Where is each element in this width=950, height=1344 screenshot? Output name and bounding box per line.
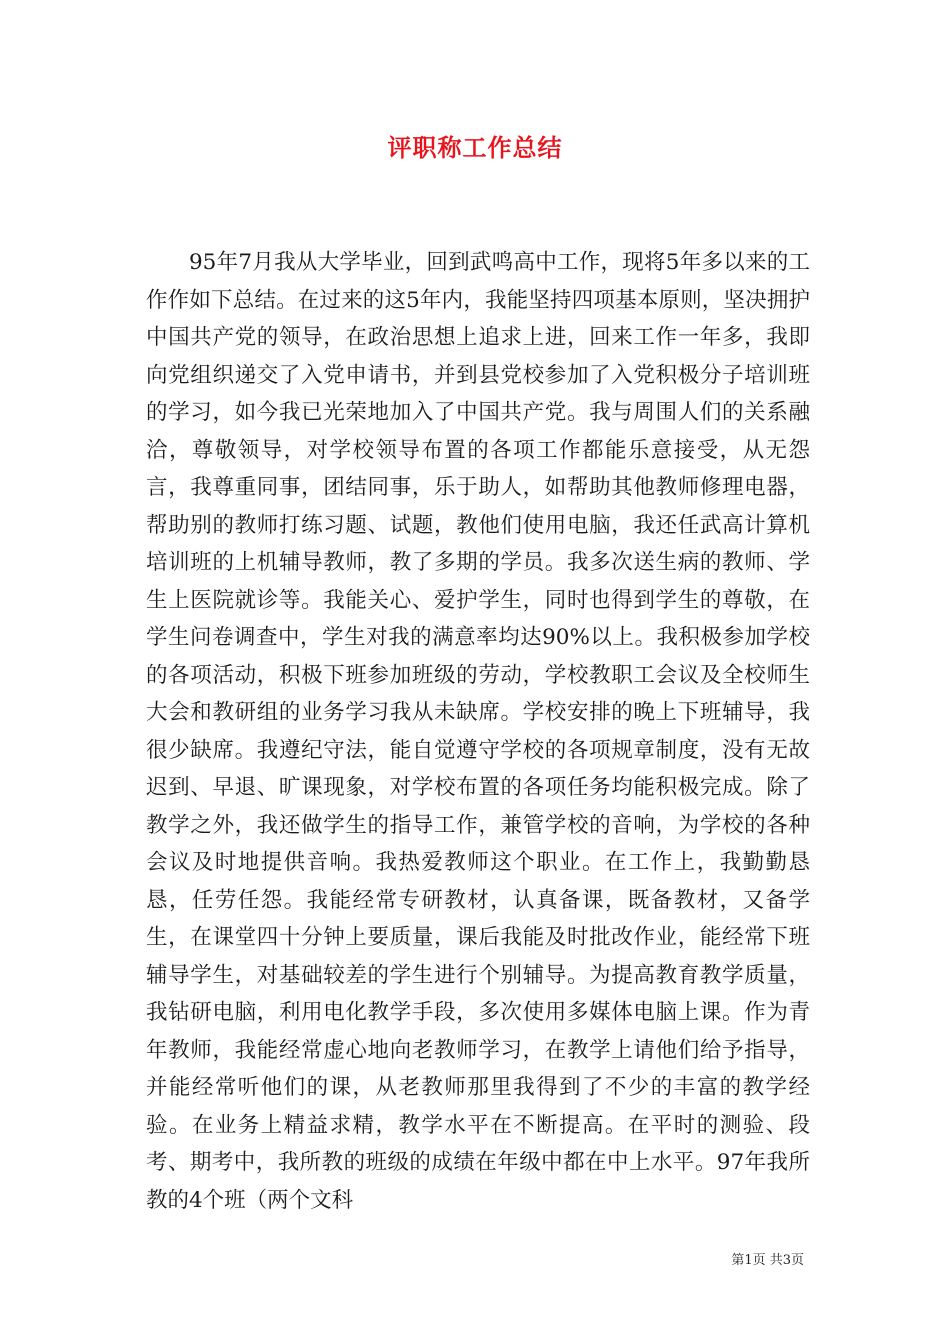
body-paragraph: 95年7月我从大学毕业，回到武鸣高中工作，现将5年多以来的工作作如下总结。在过来的这5年内，我能坚持四项基本原则，坚决拥护中国共产党的领导，在政治思想上追求上进，回来工作一年多，我即向党组织递交了入党申请书，并到县党校参加了入党积极分子培训班的学习，如今我已光荣地加入了中国共产党。我与周围人们的关系融洽，尊敬领导，对学校领导布置的各项工作都能乐意接受，从无怨言，我尊重同事，团结同事，乐于助人，如帮助其他教师修理电器，帮助别的教师打练习题、试题，教他们使用电脑，我还任武高计算机培训班的上机辅导教师，教了多期的学员。我多次送生病的教师、学生上医院就诊等。我能关心、爱护学生，同时也得到学生的尊敬，在学生问卷调查中，学生对我的满意率均达90%以上。我积极参加学校的各项活动，积极下班参加班级的劳动，学校教职工会议及全校师生大会和教研组的业务学习我从未缺席。学校安排的晚上下班辅导，我很少缺席。我遵纪守法，能自觉遵守学校的各项规章制度，没有无故迟到、早退、旷课现象，对学校布置的各项任务均能积极完成。除了教学之外，我还做学生的指导工作，兼管学校的音响，为学校的各种会议及时地提供音响。我热爱教师这个职业。在工作上，我勤勤恳恳，任劳任怨。我能经常专研教材，认真备课，既备教材，又备学生，在课堂四十分钟上要质量，课后我能及时批改作业，能经常下班辅导学生，对基础较差的学生进行个别辅导。为提高教育教学质量，我钻研电脑，利用电化教学手段，多次使用多媒体电脑上课。作为青年教师，我能经常虚心地向老教师学习，在教学上请他们给予指导，并能经常听他们的课，从老教师那里我得到了不少的丰富的教学经验。在业务上精益求精，教学水平在不断提高。在平时的测验、段考、期考中，我所教的班级的成绩在年级中都在中上水平。97年我所教的4个班（两个文科 (146, 250, 810, 1213)
document-title: 评职称工作总结 (387, 133, 563, 162)
page-footer: 第1页 共3页 (731, 1253, 804, 1268)
